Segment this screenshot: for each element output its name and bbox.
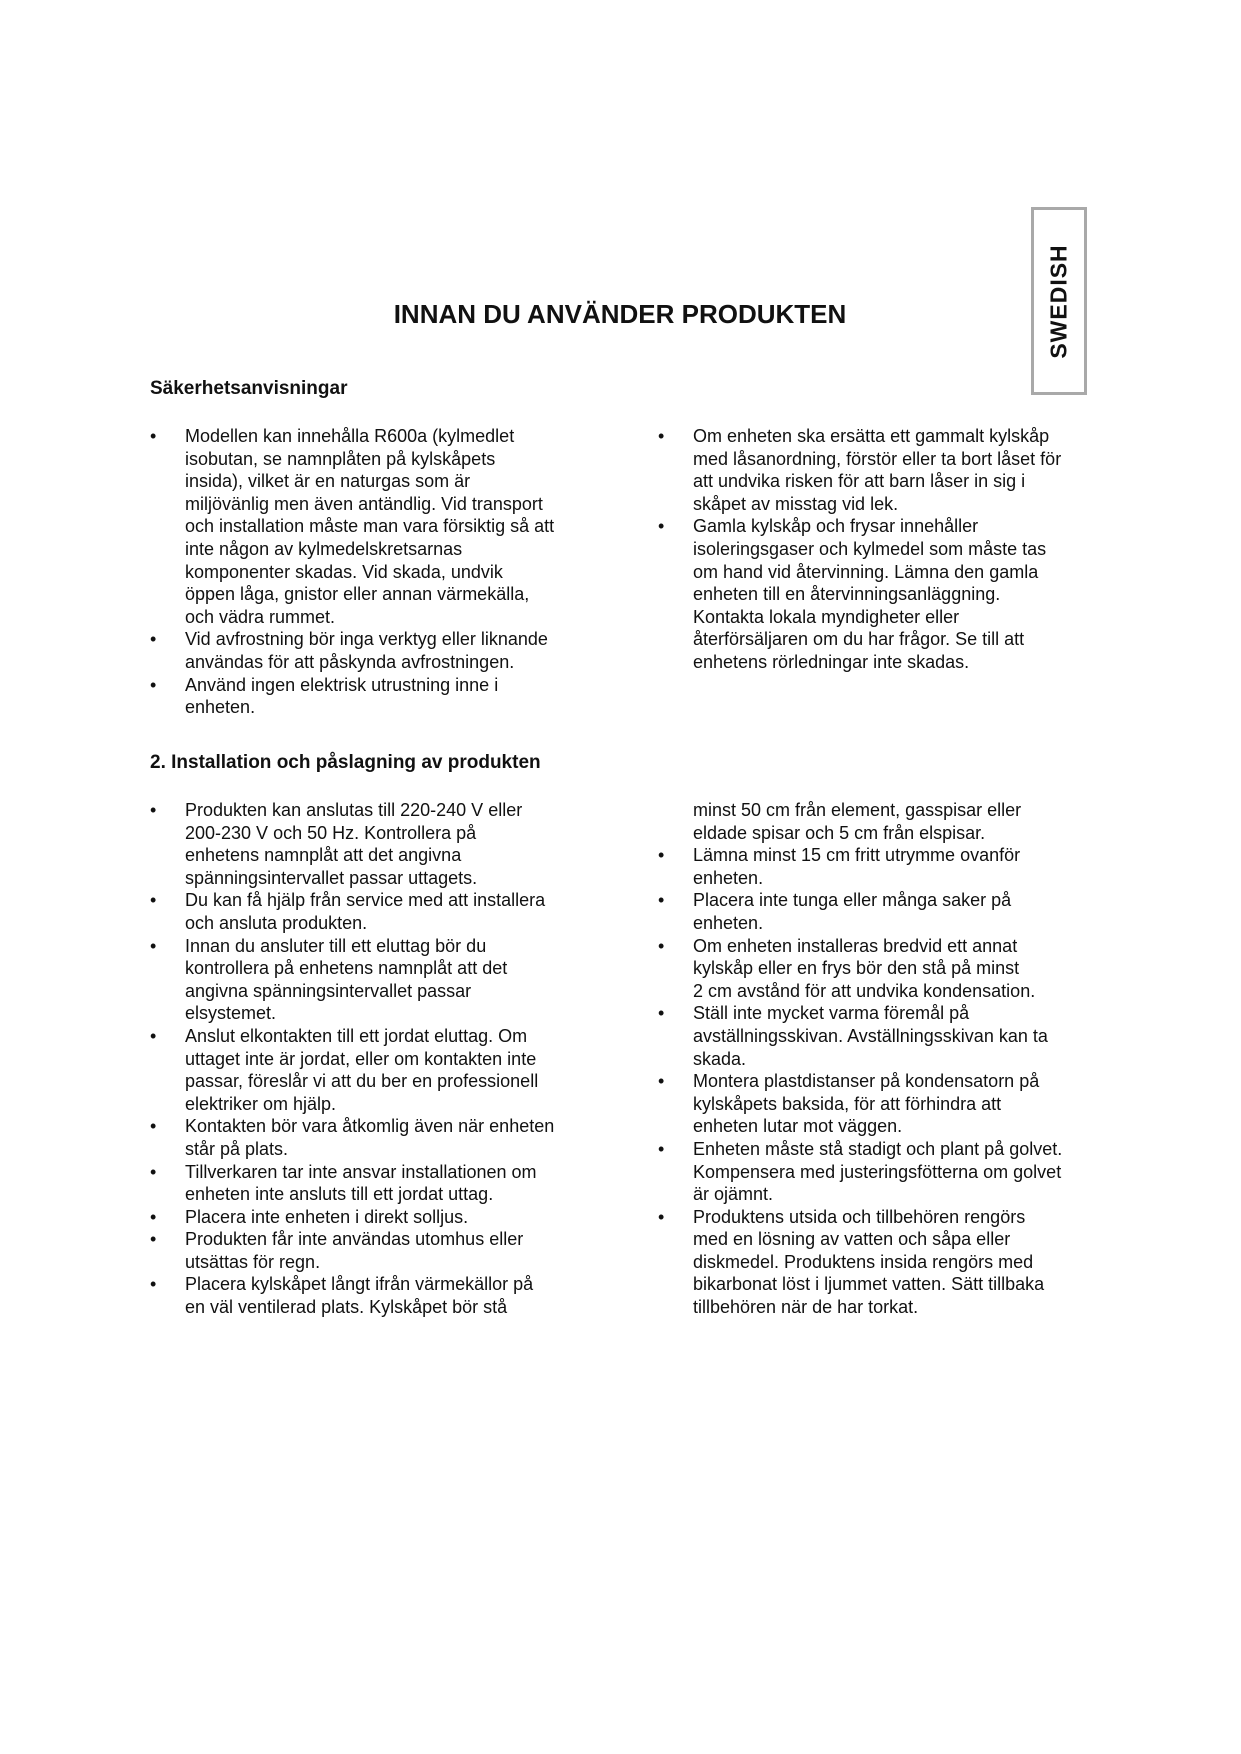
list-item: • Placera kylskåpet långt ifrån värmekällor på en väl ventilerad plats. Kylskåpet bör stå xyxy=(150,1273,620,1318)
section-heading-installation: 2. Installation och påslagning av produkten xyxy=(150,752,541,773)
installation-list-right xyxy=(658,799,1128,1319)
section-heading-safety: Säkerhetsanvisningar xyxy=(150,378,348,399)
list-item: • Produkten får inte användas utomhus eller utsättas för regn. xyxy=(150,1228,620,1273)
list-item: • Tillverkaren tar inte ansvar installationen om enheten inte ansluts till ett jordat uttag. xyxy=(150,1161,620,1206)
list-item: • Produktens utsida och tillbehören rengörs med en lösning av vatten och såpa eller diskmedel. Produktens insida rengörs med bikarbonat löst i ljummet vatten. Sätt tillbaka tillbehören när de har torkat. xyxy=(658,1206,1128,1319)
installation-list-left xyxy=(150,799,620,1319)
list-item: • Innan du ansluter till ett eluttag bör du kontrollera på enhetens namnplåt att det angivna spänningsintervallet passar elsystemet. xyxy=(150,935,620,1025)
list-item: • Lämna minst 15 cm fritt utrymme ovanför enheten. xyxy=(658,844,1128,889)
safety-list-right xyxy=(658,425,1128,674)
list-item-continuation: minst 50 cm från element, gasspisar eller eldade spisar och 5 cm från elspisar. xyxy=(693,800,1022,843)
list-item: • Gamla kylskåp och frysar innehåller isoleringsgaser och kylmedel som måste tas om hand vid återvinning. Lämna den gamla enheten till en återvinningsanläggning. Kontakta lokala myndigheter eller återförsäljaren om du har frågor. Se till att enhetens rörledningar inte skadas. xyxy=(658,515,1128,673)
list-item: • Produkten kan anslutas till 220-240 V eller 200-230 V och 50 Hz. Kontrollera på enhetens namnplåt att det angivna spänningsintervallet passar uttagets. xyxy=(150,799,620,889)
safety-list-left xyxy=(150,425,620,719)
list-item: • Placera inte tunga eller många saker på enheten. xyxy=(658,889,1128,934)
list-item: • Använd ingen elektrisk utrustning inne i enheten. xyxy=(150,674,620,719)
list-item: • Enheten måste stå stadigt och plant på golvet. Kompensera med justeringsfötterna om golvet är ojämnt. xyxy=(658,1138,1128,1206)
list-item: • Modellen kan innehålla R600a (kylmedlet isobutan, se namnplåten på kylskåpets insida), vilket är en naturgas som är miljövänlig men även antändlig. Vid transport och installation måste man vara försiktig så att inte någon av kylmedelskretsarnas komponenter skadas. Vid skada, undvik öppen låga, gnistor eller annan värmekälla, och vädra rummet. xyxy=(150,425,620,628)
list-item: • Placera inte enheten i direkt solljus. xyxy=(150,1206,620,1229)
list-item: • Vid avfrostning bör inga verktyg eller liknande användas för att påskynda avfrostningen. xyxy=(150,628,620,673)
list-item: • Om enheten installeras bredvid ett annat kylskåp eller en frys bör den stå på minst 2 cm avstånd för att undvika kondensation. xyxy=(658,935,1128,1003)
language-tab-label: SWEDISH xyxy=(1045,243,1072,359)
list-item: • Du kan få hjälp från service med att installera och ansluta produkten. xyxy=(150,889,620,934)
page-title: INNAN DU ANVÄNDER PRODUKTEN xyxy=(393,299,847,329)
list-item: • Om enheten ska ersätta ett gammalt kylskåp med låsanordning, förstör eller ta bort låset för att undvika risken för att barn låser in sig i skåpet av misstag vid lek. xyxy=(658,425,1128,515)
list-item: • Anslut elkontakten till ett jordat eluttag. Om uttaget inte är jordat, eller om kontakten inte passar, föreslår vi att du ber en professionell elektriker om hjälp. xyxy=(150,1025,620,1115)
list-item: • Ställ inte mycket varma föremål på avställningsskivan. Avställningsskivan kan ta skada. xyxy=(658,1002,1128,1070)
list-item: • Kontakten bör vara åtkomlig även när enheten står på plats. xyxy=(150,1115,620,1160)
list-item: • Montera plastdistanser på kondensatorn på kylskåpets baksida, för att förhindra att enheten lutar mot väggen. xyxy=(658,1070,1128,1138)
